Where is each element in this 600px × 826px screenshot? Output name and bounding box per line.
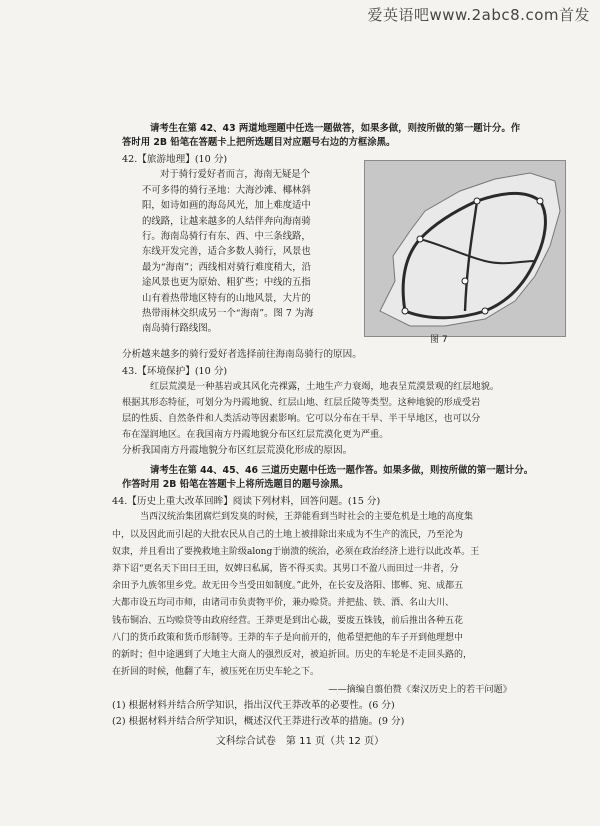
passage-line: (2) 根据材料并结合所学知识，概述汉代王莽进行改革的措施。(9 分) bbox=[112, 716, 405, 728]
q44-heading: 44.【历史上重大改革回眸】阅读下列材料，回答问题。(15 分) bbox=[112, 496, 381, 507]
watermark: 爱英语吧www.2abc8.com首发 bbox=[367, 6, 590, 24]
page-footer: 文科综合试卷 第 11 页（共 12 页） bbox=[215, 736, 385, 747]
passage-line: 南岛骑行路线图。 bbox=[142, 323, 218, 335]
question-44 bbox=[112, 494, 572, 730]
q42-passage bbox=[122, 167, 362, 336]
passage-line: 余田予九族邻里乡党。故无田今当受田如制度。”此外，在长安及洛阳、邯郸、宛、成都五 bbox=[112, 581, 464, 592]
instruction-1-line: 请考生在第 42、43 两道地理题中任选一题做答，如果多做，则按所做的第一题计分。作 bbox=[150, 123, 521, 134]
passage-line: 钱布铜冶、五均赊贷等由政府经营。王莽更是到出心裁，要废五铢钱，前后推出各种五花 bbox=[112, 615, 464, 626]
passage-line: 根据其形态特征，可划分为丹霞地貌、红层山地、红层丘陵等类型。这种地貌的形成受岩 bbox=[122, 397, 481, 409]
instruction-2 bbox=[122, 462, 562, 490]
map-figure bbox=[365, 161, 565, 336]
q44-passage bbox=[112, 509, 572, 681]
passage-line: 布在湿润地区。在我国南方丹霞地貌分布区红层荒漠化更为严重。 bbox=[122, 429, 389, 441]
passage-line: 在折回的时候，他翻了车，被压死在历史车轮之下。 bbox=[112, 667, 320, 678]
instruction-2-line: 作答时用 2B 铅笔在答题卡上将所选题目的题号涂黑。 bbox=[122, 479, 349, 490]
passage-line: 山有着热带地区特有的山地风景，大片的 bbox=[142, 292, 311, 304]
hainan-cycling-map bbox=[364, 160, 566, 337]
instruction-2-line: 请考生在第 44、45、46 三道历史题中任选一题作答。如果多做，则按所做的第一题计分。 bbox=[150, 465, 534, 476]
passage-line: 当西汉统治集团腐烂到发臭的时候，王莽能看到当时社会的主要危机是土地的高度集 bbox=[140, 512, 474, 523]
passage-line: 层的性质、自然条件和人类活动等因素影响。它可以分布在干旱、半干旱地区，也可以分 bbox=[122, 413, 481, 425]
passage-line: 的新时；但中途遇到了大地主大商人的强烈反对，被迫折回。历史的车轮是不走回头路的， bbox=[112, 650, 473, 661]
figure-7-label: 图 7 bbox=[430, 335, 448, 345]
passage-line: 不可多得的骑行圣地：大海沙滩、椰林斜 bbox=[142, 184, 311, 196]
passage-line: 中，以及因此而引起的大批农民从自己的土地上被排除出来成为不生产的流民，乃至沦为 bbox=[112, 529, 464, 540]
passage-line: 莽下诏“更名天下田曰王田，奴婢曰私属，皆不得买卖。其男口不盈八而田过一井者，分 bbox=[112, 564, 459, 575]
q44-sub-questions bbox=[112, 698, 572, 730]
instruction-1-line: 答时用 2B 铅笔在答题卡上把所选题目对应题号右边的方框涂黑。 bbox=[122, 137, 396, 148]
q43-passage bbox=[122, 379, 562, 443]
q43-question: 分析我国南方丹霞地貌分布区红层荒漠化形成的原因。 bbox=[122, 445, 353, 457]
q44-source: ——摘编自翦伯赞《秦汉历史上的若干问题》 bbox=[328, 684, 512, 696]
q42-question-block bbox=[122, 346, 562, 360]
passage-line: 奴隶，并且看出了要挽救地主阶级along于崩溃的统治，必须在政治经济上进行以此改革。王 bbox=[112, 546, 480, 557]
question-43 bbox=[122, 364, 562, 459]
passage-line: 八门的货币政策和货币形制等。王莽的车子是向前开的，他希望把他的车子开到他理想中 bbox=[112, 632, 464, 643]
passage-line: 最为“海南”；西线相对骑行难度稍大，沿 bbox=[142, 261, 311, 273]
passage-line: 热带雨林交织成另一个“海南”。图 7 为海 bbox=[142, 308, 314, 320]
passage-line: 阳，如诗如画的海岛风光，加上难度适中 bbox=[142, 200, 311, 212]
question-42 bbox=[122, 152, 362, 337]
instruction-1 bbox=[122, 120, 562, 148]
passage-line: 大都市设五均司市师，由诸司市负责物平价，兼办赊贷。并把盐、铁、酒、名山大川、 bbox=[112, 598, 455, 609]
q42-heading: 42.【旅游地理】(10 分) bbox=[122, 154, 228, 165]
passage-line: 东线开发完善，适合多数人骑行，风景也 bbox=[142, 246, 311, 258]
q43-heading: 43.【环境保护】(10 分) bbox=[122, 366, 228, 377]
passage-line: 红层荒漠是一种基岩或其风化壳裸露，土地生产力衰竭，地表呈荒漠景观的红层地貌。 bbox=[150, 381, 500, 393]
passage-line: 的线路，让越来越多的人结伴奔向海南骑 bbox=[142, 215, 311, 227]
q42-question: 分析越来越多的骑行爱好者选择前往海南岛骑行的原因。 bbox=[122, 349, 362, 360]
passage-line: 对于骑行爱好者而言，海南无疑是个 bbox=[160, 169, 311, 181]
passage-line: 行。海南岛骑行有东、西、中三条线路， bbox=[142, 231, 311, 243]
passage-line: 途风景也更为原始、粗犷些；中线的五指 bbox=[142, 277, 311, 289]
passage-line: (1) 根据材料并结合所学知识，指出汉代王莽改革的必要性。(6 分) bbox=[112, 700, 395, 712]
